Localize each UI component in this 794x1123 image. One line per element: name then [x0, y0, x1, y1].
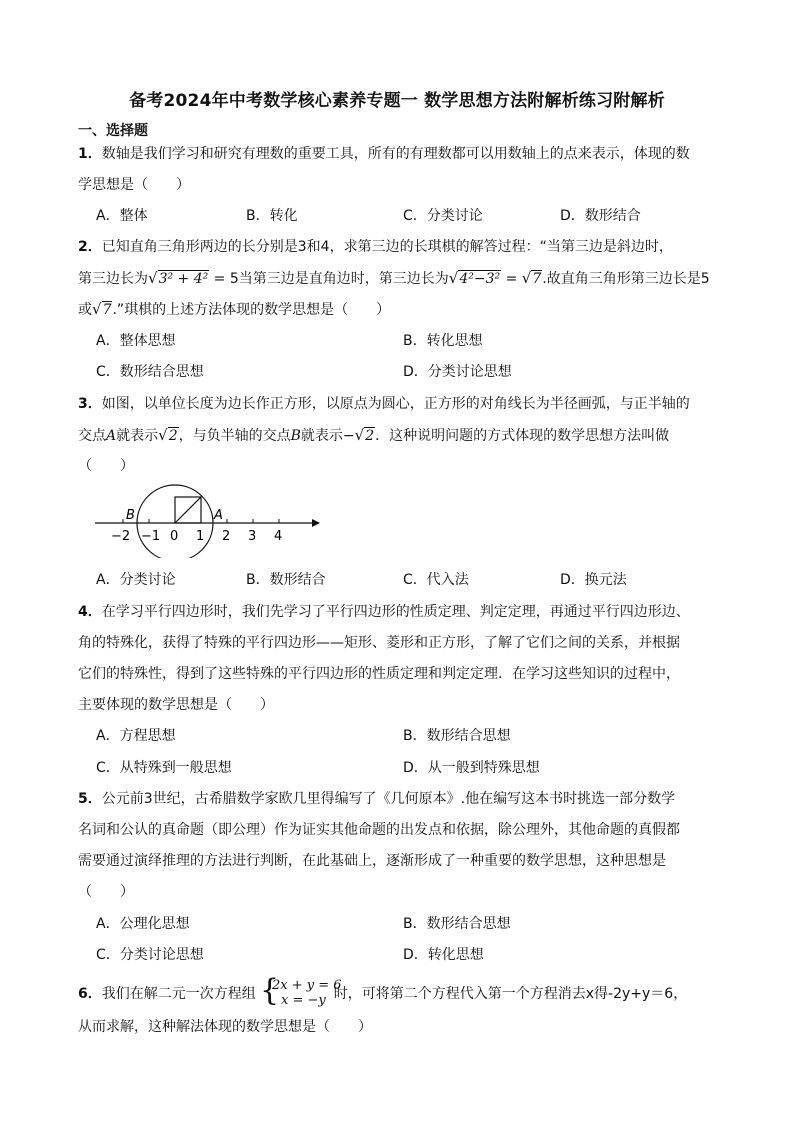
question-5-line-1: 5．公元前3世纪，古希腊数学家欧几里得编写了《几何原本》.他在编写这本书时挑选一部分数学: [78, 791, 676, 807]
tick-label: −1: [141, 529, 161, 544]
page-title: 备考2024年中考数学核心素养专题一 数学思想方法附解析练习附解析: [129, 91, 665, 111]
question-5-line-3: 需要通过演绎推理的方法进行判断，在此基础上，逐渐形成了一种重要的数学思想，这种思想是: [78, 853, 666, 869]
question-4-option-c: C．从特殊到一般思想: [96, 760, 232, 776]
equation-brace: {: [260, 973, 280, 1008]
sqrt-expression: √2: [158, 426, 178, 444]
question-3-option-c: C．代入法: [403, 572, 469, 588]
question-4-option-a: A．方程思想: [96, 728, 176, 744]
question-2-line-2: 第三边长为√3² + 4² = 5当第三边是直角边时，第三边长为√4²−3² = √7.故直角三角形第三边长是5: [78, 269, 710, 287]
question-1-line-2: 学思想是（ ）: [78, 177, 190, 193]
question-5-option-b: B．数形结合思想: [403, 916, 511, 932]
question-3-line-1: 3．如图，以单位长度为边长作正方形，以原点为圆心，正方形的对角线长为半径画弧，与正半轴的: [78, 396, 690, 412]
question-3-line-3: （ ）: [78, 458, 134, 474]
question-3-option-a: A．分类讨论: [96, 572, 176, 588]
sqrt-expression: √3² + 4²: [148, 269, 209, 287]
question-5-option-c: C．分类讨论思想: [96, 947, 204, 963]
question-number: 4．: [78, 604, 102, 620]
question-2-option-c: C．数形结合思想: [96, 364, 204, 380]
tick-label: 3: [248, 529, 257, 544]
question-2-line-1: 2．已知直角三角形两边的长分别是3和4，求第三边的长琪棋的解答过程：“当第三边是斜边时，: [78, 239, 673, 255]
question-5-line-2: 名词和公认的真命题（即公理）作为证实其他命题的出发点和依据，除公理外，其他命题的真假都: [78, 822, 680, 838]
question-5-line-4: （ ）: [78, 884, 134, 900]
point-a-label: A: [214, 508, 223, 523]
point-b-label: B: [126, 508, 135, 523]
question-5-option-d: D．转化思想: [403, 947, 484, 963]
question-4-option-d: D．从一般到特殊思想: [403, 760, 540, 776]
question-6-line-2: 从而求解，这种解法体现的数学思想是（ ）: [78, 1019, 372, 1035]
question-1-option-b: B．转化: [246, 208, 298, 224]
square-diagonal: [175, 497, 201, 523]
question-2-line-3: 或√7.”琪棋的上述方法体现的数学思想是（ ）: [78, 300, 391, 318]
question-number: 2．: [78, 239, 102, 255]
question-number: 5．: [78, 791, 102, 807]
tick-label: −2: [111, 529, 131, 544]
question-2-option-d: D．分类讨论思想: [403, 364, 512, 380]
question-1-option-a: A．整体: [96, 208, 148, 224]
tick-label: 4: [274, 529, 283, 544]
question-1-option-c: C．分类讨论: [403, 208, 483, 224]
equation-1: 2x + y = 6: [272, 978, 342, 993]
question-6-line-1: 6．我们在解二元一次方程组 时，可将第二个方程代入第一个方程消去x得-2y+y＝6，: [78, 986, 688, 1002]
question-2-option-a: A．整体思想: [96, 333, 176, 349]
sqrt-expression: √7: [521, 269, 542, 287]
question-4-line-4: 主要体现的数学思想是（ ）: [78, 697, 274, 713]
question-3-option-d: D．换元法: [560, 572, 627, 588]
question-number: 1．: [78, 146, 102, 162]
question-number: 3．: [78, 396, 102, 412]
question-5-option-a: A．公理化思想: [96, 916, 190, 932]
question-2-option-b: B．转化思想: [403, 333, 483, 349]
sqrt-expression: √4²−3²: [448, 269, 501, 287]
sqrt-expression: √2: [354, 426, 375, 444]
question-4-option-b: B．数形结合思想: [403, 728, 511, 744]
tick-label: 1: [196, 529, 205, 544]
tick-label: 2: [222, 529, 231, 544]
question-3-option-b: B．数形结合: [246, 572, 326, 588]
question-1-option-d: D．数形结合: [560, 208, 641, 224]
sqrt-expression: √7: [92, 300, 112, 318]
question-4-line-1: 4．在学习平行四边形时，我们先学习了平行四边形的性质定理、判定定理，再通过平行四边形边、: [78, 604, 690, 620]
question-1-line-1: 1．数轴是我们学习和研究有理数的重要工具，所有的有理数都可以用数轴上的点来表示，体现的数: [78, 146, 690, 162]
number-line-figure: [90, 478, 330, 558]
question-number: 6．: [78, 986, 102, 1002]
axis-arrow: [312, 519, 320, 527]
question-4-line-3: 它们的特殊性，得到了这些特殊的平行四边形的性质定理和判定定理．在学习这些知识的过程中，: [78, 666, 680, 682]
question-3-line-2: 交点A就表示√2，与负半轴的交点B就表示−√2．这种说明问题的方式体现的数学思想方法叫做: [78, 426, 670, 444]
section-heading: 一、选择题: [78, 123, 148, 139]
question-4-line-2: 角的特殊化，获得了特殊的平行四边形——矩形、菱形和正方形，了解了它们之间的关系，并根据: [78, 635, 680, 651]
tick-label: 0: [170, 529, 179, 544]
equation-2: x = −y: [281, 993, 326, 1008]
